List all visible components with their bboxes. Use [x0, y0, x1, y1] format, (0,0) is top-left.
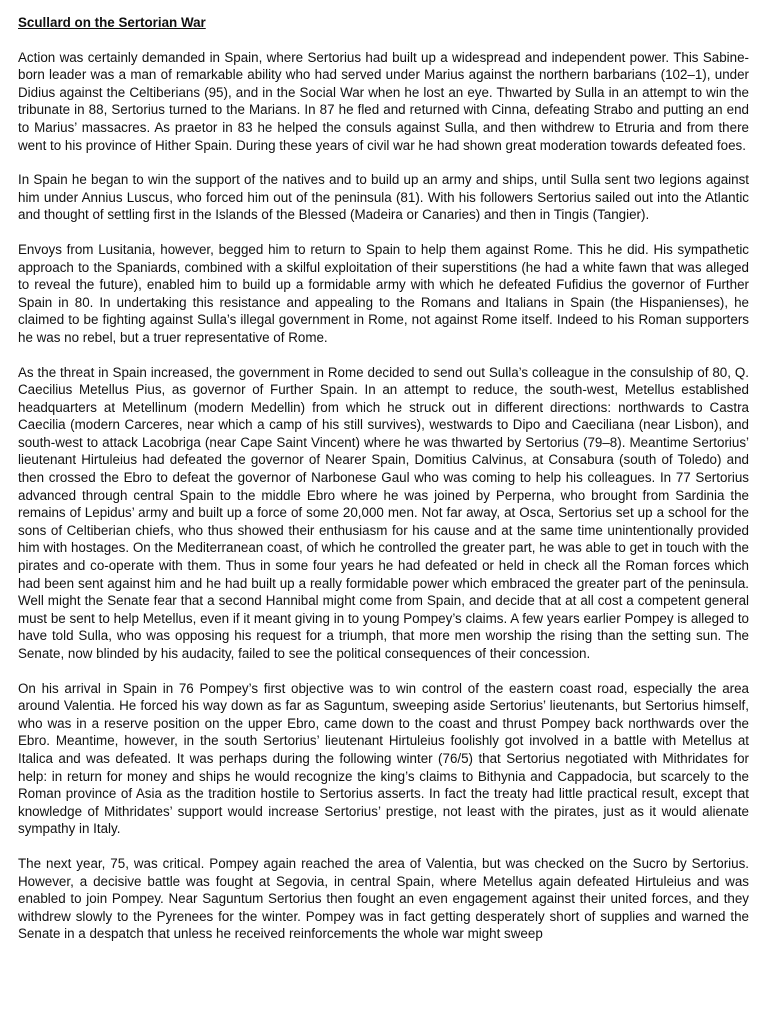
paragraph: On his arrival in Spain in 76 Pompey’s first objective was to win control of the eastern coast road, especially the area around Valentia. He forced his way down as far as Saguntum, sweeping aside Sertorius’ lieutenants, but Sertorius himself, who was in a reserve position on the upper Ebro, came down to the coast and thrust Pompey back northwards over the Ebro. Meantime, however, in the south Sertorius’ lieutenant Hirtuleius foolishly got involved in a battle with Metellus at Italica and was defeated. It was perhaps during the following winter (76/5) that Sertorius negotiated with Mithridates for help: in return for money and ships he would recognize the king’s claims to Bithynia and Cappadocia, but scarcely to the Roman province of Asia as the tradition hostile to Sertorius asserts. In fact the treaty had little practical result, except that knowledge of Mithridates’ support would increase Sertorius’ prestige, not least with the pirates, just as it would alienate sympathy in Italy. [18, 680, 749, 837]
document-page [18, 14, 749, 960]
paragraph: Envoys from Lusitania, however, begged him to return to Spain to help them against Rome. This he did. His sympathetic approach to the Spaniards, combined with a skilful exploitation of their superstitions (he had a white fawn that was alleged to reveal the future), enabled him to build up a formidable army with which he defeated Fufidius the governor of Further Spain in 80. In undertaking this resistance and appealing to the Romans and Italians in Spain (the Hispanienses), he claimed to be fighting against Sulla’s illegal government in Rome, not against Rome itself. Indeed to his Roman supporters he was no rebel, but a truer representative of Rome. [18, 241, 749, 345]
document-title: Scullard on the Sertorian War [18, 15, 206, 30]
paragraph: The next year, 75, was critical. Pompey again reached the area of Valentia, but was checked on the Sucro by Sertorius. However, a decisive battle was fought at Segovia, in central Spain, where Metellus again defeated Hirtuleius and was enabled to join Pompey. Near Saguntum Sertorius then fought an even engagement against their united forces, and they withdrew slowly to the Pyrenees for the winter. Pompey was in fact getting desperately short of supplies and warned the Senate in a despatch that unless he received reinforcements the whole war might sweep [18, 855, 749, 942]
paragraph: Action was certainly demanded in Spain, where Sertorius had built up a widespread and independent power. This Sabine-born leader was a man of remarkable ability who had served under Marius against the northern barbarians (102–1), under Didius against the Celtiberians (95), and in the Social War when he lost an eye. Thwarted by Sulla in an attempt to win the tribunate in 88, Sertorius turned to the Marians. In 87 he fled and returned with Cinna, defeating Strabo and putting an end to Marius’ massacres. As praetor in 83 he helped the consuls against Sulla, and then withdrew to Etruria and from there went to his province of Hither Spain. During these years of civil war he had shown great moderation towards defeated foes. [18, 49, 749, 153]
paragraph: As the threat in Spain increased, the government in Rome decided to send out Sulla’s colleague in the consulship of 80, Q. Caecilius Metellus Pius, as governor of Further Spain. In an attempt to reduce, the south-west, Metellus established headquarters at Metellinum (modern Medellin) from which he struck out in different directions: northwards to Castra Caecilia (modern Carceres, near which a camp of his still survives), westwards to Dipo and Caeciliana (near Lisbon), and south-west to attack Lacobriga (near Cape Saint Vincent) where he was thwarted by Sertorius (79–8). Meantime Sertorius’ lieutenant Hirtuleius had defeated the governor of Nearer Spain, Domitius Calvinus, at Consabura (south of Toledo) and then crossed the Ebro to defeat the governor of Narbonese Gaul who was coming to help his colleagues. In 77 Sertorius advanced through central Spain to the middle Ebro where he was joined by Perperna, who brought from Sardinia the remains of Lepidus’ army and built up a force of some 20,000 men. Not far away, at Osca, Sertorius set up a school for the sons of Celtiberian chiefs, who thus showed their enthusiasm for his cause and at the same time unintentionally provided him with hostages. On the Mediterranean coast, of which he controlled the greater part, he was able to get in touch with the pirates and co-operate with them. Thus in some four years he had defeated or held in check all the Roman forces which had been sent against him and he had built up a really formidable power which embraced the greater part of the peninsula. Well might the Senate fear that a second Hannibal might come from Spain, and decide that at all cost a competent general must be sent to help Metellus, even if it meant giving in to young Pompey’s claims. A few years earlier Pompey is alleged to have told Sulla, who was opposing his request for a triumph, that more men worship the rising than the setting sun. The Senate, now blinded by his audacity, failed to see the political consequences of their concession. [18, 364, 749, 661]
paragraph: In Spain he began to win the support of the natives and to build up an army and ships, until Sulla sent two legions against him under Annius Luscus, who forced him out of the peninsula (81). With his followers Sertorius sailed out into the Atlantic and thought of settling first in the Islands of the Blessed (Madeira or Canaries) and then in Tingis (Tangier). [18, 172, 749, 223]
